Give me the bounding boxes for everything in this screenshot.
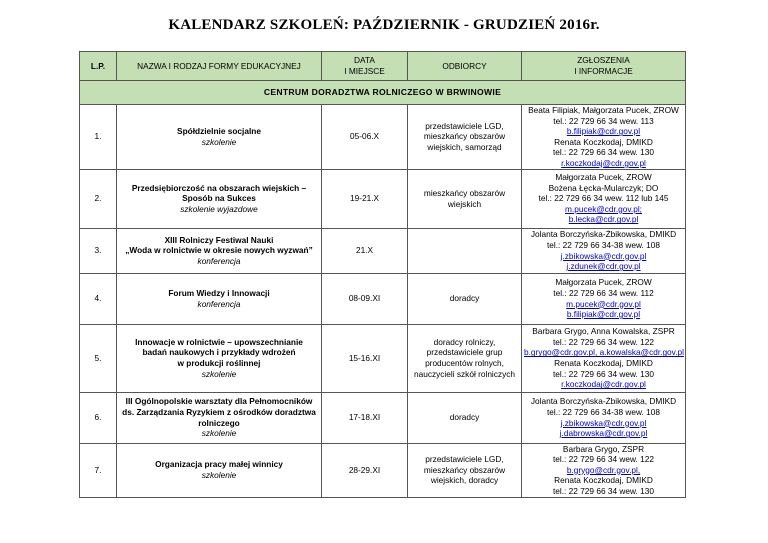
training-name-cell xyxy=(117,105,322,170)
contact-line: Barbara Grygo, ZSPR xyxy=(562,443,645,454)
training-date: 15-16.XI xyxy=(322,324,408,392)
training-name-line: rolniczego xyxy=(198,417,240,428)
email-link[interactable]: j.zbikowska@cdr.gov.pl xyxy=(560,250,647,261)
contact-line: tel.: 22 729 66 34 wew. 130 xyxy=(552,485,655,496)
contact-line: Małgorzata Pucek, ZROW xyxy=(555,277,652,288)
header-row xyxy=(80,52,686,81)
header-name: NAZWA I RODZAJ FORMY EDUKACYJNEJ xyxy=(117,52,322,81)
table-row xyxy=(80,273,686,324)
recipients-line: wiejskich xyxy=(447,198,482,209)
contact-line: Barbara Grygo, Anna Kowalska, ZSPR xyxy=(532,326,675,337)
table-row xyxy=(80,392,686,443)
training-date: 17-18.XI xyxy=(322,392,408,443)
contact-line: Jolanta Borczyńska-Żbikowska, DMIKD xyxy=(530,229,677,240)
training-type: szkolenie xyxy=(201,368,237,379)
contact-cell xyxy=(522,169,686,228)
email-link[interactable]: r.koczkodaj@cdr.gov.pl xyxy=(561,379,646,390)
email-link[interactable]: b.lecka@cdr.gov.pl xyxy=(568,214,639,225)
contact-email-line xyxy=(524,309,683,320)
contact-email-line xyxy=(524,347,683,358)
training-name-cell xyxy=(117,324,322,392)
training-date: 21.X xyxy=(322,228,408,273)
training-name-cell xyxy=(117,392,322,443)
training-name-line: Spółdzielnie socjalne xyxy=(177,126,261,137)
contact-line: tel.: 22 729 66 34 wew. 112 xyxy=(553,287,654,298)
training-name-cell xyxy=(117,169,322,228)
email-link[interactable]: b.grygo@cdr.gov.pl, xyxy=(566,464,641,475)
recipients-line: doradcy xyxy=(449,412,480,423)
recipients-line: doradcy xyxy=(449,293,480,304)
recipients-line: przedstawiciele grup xyxy=(426,347,503,358)
contact-line: tel.: 22 729 66 34 wew. 113 xyxy=(553,115,654,126)
training-name-line: badań naukowych i przykłady wdrożeń xyxy=(142,347,296,358)
contact-email-line xyxy=(524,418,683,429)
recipients-line: mieszkańcy obszarów xyxy=(423,464,506,475)
contact-email-line xyxy=(524,251,683,262)
contact-email-line xyxy=(524,214,683,225)
contact-line: tel.: 22 729 66 34 wew. 130 xyxy=(552,368,655,379)
training-name-line: XIII Rolniczy Festiwal Nauki xyxy=(164,234,274,245)
contact-cell xyxy=(522,443,686,497)
contact-line: Renata Koczkodaj, DMIKD xyxy=(554,358,653,369)
row-number: 7. xyxy=(80,443,117,497)
recipients-cell xyxy=(408,324,522,392)
contact-line: Beata Filipiak, Małgorzata Pucek, ZROW xyxy=(528,105,679,115)
contact-line: Renata Koczkodaj, DMIKD xyxy=(554,136,653,147)
training-name-line: III Ogólnopolskie warsztaty dla Pełnomocników xyxy=(125,396,313,407)
row-number: 4. xyxy=(80,273,117,324)
header-lp: L.P. xyxy=(80,52,117,81)
email-link[interactable]: m.pucek@cdr.gov.pl xyxy=(566,298,641,309)
training-type: konferencja xyxy=(197,255,241,266)
contact-line: Jolanta Borczyńska-Żbikowska, DMIKD xyxy=(530,396,677,407)
recipients-cell xyxy=(408,273,522,324)
recipients-line: doradcy rolniczy, xyxy=(433,336,496,347)
page-title: KALENDARZ SZKOLEŃ: PAŹDZIERNIK - GRUDZIEŃ 2016r. xyxy=(168,17,600,33)
contact-cell xyxy=(522,105,686,170)
contact-email-line xyxy=(524,299,683,310)
header-contact xyxy=(522,52,686,81)
recipients-line: mieszkańcy obszarów xyxy=(423,187,506,198)
training-date: 19-21.X xyxy=(322,169,408,228)
training-type: szkolenie xyxy=(201,428,237,439)
contact-email-line xyxy=(524,126,683,137)
training-type: konferencja xyxy=(197,298,241,309)
contact-line: Małgorzata Pucek, ZROW xyxy=(555,172,652,183)
email-link[interactable]: m.pucek@cdr.gov.pl; xyxy=(565,203,642,214)
training-date: 05-06.X xyxy=(322,105,408,170)
training-name-cell xyxy=(117,273,322,324)
training-date: 08-09.XI xyxy=(322,273,408,324)
section-row xyxy=(80,81,686,105)
training-name-cell xyxy=(117,228,322,273)
contact-line: tel.: 22 729 66 34-38 wew. 108 xyxy=(546,406,660,417)
training-name-line: Przedsiębiorczość na obszarach wiejskich – xyxy=(131,182,307,193)
contact-email-line xyxy=(524,158,683,169)
table-row xyxy=(80,443,686,497)
contact-line: tel.: 22 729 66 34 wew. 112 lub 145 xyxy=(538,193,669,204)
section-title: CENTRUM DORADZTWA ROLNICZEGO W BRWINOWIE xyxy=(80,81,686,105)
training-name-line: „Woda w rolnictwie w okresie nowych wyzwań” xyxy=(125,245,313,256)
table-row xyxy=(80,105,686,170)
contact-line: tel.: 22 729 66 34 wew. 122 xyxy=(552,454,655,465)
email-link[interactable]: j.zdunek@cdr.gov.pl xyxy=(566,261,641,272)
contact-email-line xyxy=(524,428,683,439)
training-name-line: ds. Zarządzania Ryzykiem z ośrodków doradztwa xyxy=(122,406,316,417)
contact-line: tel.: 22 729 66 34 wew. 130 xyxy=(552,147,655,158)
email-link[interactable]: j.zbikowska@cdr.gov.pl xyxy=(560,417,647,428)
header-recipients: ODBIORCY xyxy=(408,52,522,81)
contact-line: tel.: 22 729 66 34-38 wew. 108 xyxy=(546,239,660,250)
contact-email-line xyxy=(524,465,683,476)
contact-line: Renata Koczkodaj, DMIKD xyxy=(554,475,653,486)
training-date: 28-29.XI xyxy=(322,443,408,497)
recipients-line: przedstawiciele LGD, xyxy=(425,120,504,131)
training-calendar-table xyxy=(79,51,686,498)
recipients-cell xyxy=(408,105,522,170)
row-number: 1. xyxy=(80,105,117,170)
contact-cell xyxy=(522,392,686,443)
recipients-line: mieszkańcy obszarów xyxy=(423,131,506,142)
header-date-line1: DATA xyxy=(354,55,375,66)
contact-email-line xyxy=(524,261,683,272)
training-type: szkolenie xyxy=(201,136,237,147)
contact-line: tel.: 22 729 66 34 wew. 122 xyxy=(552,336,655,347)
recipients-cell xyxy=(408,392,522,443)
row-number: 3. xyxy=(80,228,117,273)
header-date-line2: I MIEJSCE xyxy=(344,66,385,76)
recipients-line: nauczycieli szkół rolniczych xyxy=(414,368,515,379)
contact-cell xyxy=(522,228,686,273)
training-type: szkolenie xyxy=(201,470,237,481)
email-link[interactable]: b.filipiak@cdr.gov.pl xyxy=(566,309,641,320)
recipients-cell xyxy=(408,443,522,497)
email-link[interactable]: r.koczkodaj@cdr.gov.pl xyxy=(561,157,646,168)
training-name-cell xyxy=(117,443,322,497)
training-name-line: Forum Wiedzy i Innowacji xyxy=(168,287,270,298)
recipients-cell xyxy=(408,169,522,228)
row-number: 6. xyxy=(80,392,117,443)
recipients-line: producentów rolnych, xyxy=(425,358,504,369)
email-link[interactable]: j.dabrowska@cdr.gov.pl xyxy=(559,428,648,439)
contact-cell xyxy=(522,324,686,392)
training-type: szkolenie wyjazdowe xyxy=(180,203,258,214)
contact-cell xyxy=(522,273,686,324)
contact-email-line xyxy=(524,379,683,390)
header-contact-line2: I INFORMACJE xyxy=(574,66,633,76)
contact-line: Bożena Łęcka-Mularczyk; DO xyxy=(548,182,659,193)
recipients-line: wiejskich, doradcy xyxy=(430,475,499,486)
row-number: 5. xyxy=(80,324,117,392)
email-link[interactable]: b.filipiak@cdr.gov.pl xyxy=(566,126,641,137)
table-row xyxy=(80,169,686,228)
training-name-line: Sposób na Sukces xyxy=(182,193,256,204)
table-row xyxy=(80,228,686,273)
recipients-cell xyxy=(408,228,522,273)
row-number: 2. xyxy=(80,169,117,228)
table-row xyxy=(80,324,686,392)
recipients-line: wiejskich, samorząd xyxy=(427,142,502,153)
recipients-line: przedstawiciele LGD, xyxy=(425,454,504,465)
training-name-line: Organizacja pracy małej winnicy xyxy=(155,459,283,470)
email-link[interactable]: b.grygo@cdr.gov.pl, a.kowalska@cdr.gov.pl xyxy=(524,347,684,358)
contact-email-line xyxy=(524,204,683,215)
training-name-line: w produkcji roślinnej xyxy=(177,358,261,369)
header-date xyxy=(322,52,408,81)
training-name-line: Innowacje w rolnictwie – upowszechnianie xyxy=(135,336,303,347)
header-contact-line1: ZGŁOSZENIA xyxy=(577,55,630,66)
